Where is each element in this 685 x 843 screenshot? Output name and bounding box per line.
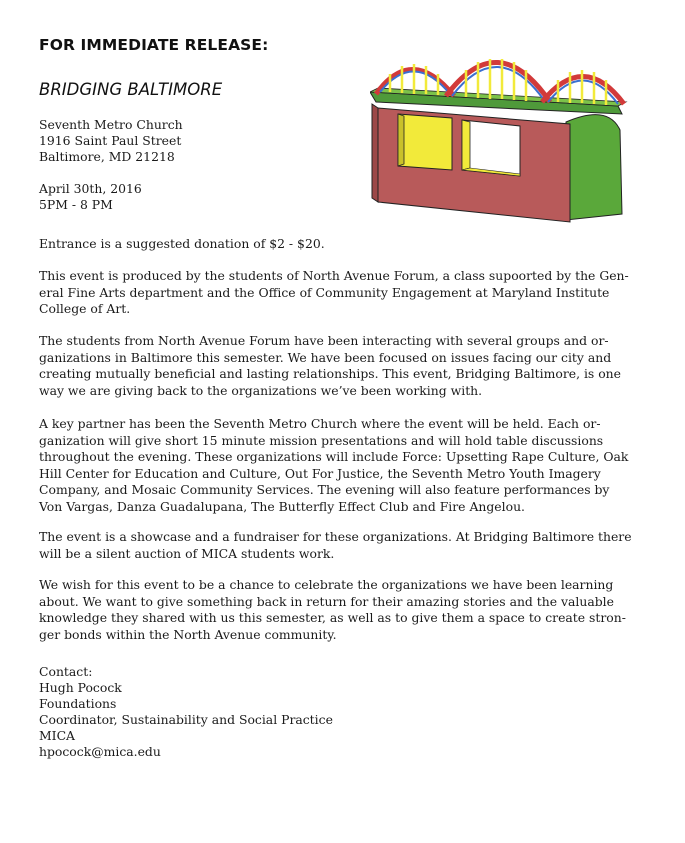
paragraph-students [39,333,651,399]
venue-city: Baltimore, MD 21218 [39,149,175,164]
paragraph-showcase [39,529,651,562]
paragraph-line: throughout the evening. These organizations will include Force: Upsetting Rape Culture, Oak [39,449,629,464]
event-when [39,181,142,213]
paragraph-entrance [39,236,651,253]
paragraph-line: College of Art. [39,301,131,316]
event-title: BRIDGING BALTIMORE [39,80,223,99]
contact-name: Hugh Pocock [39,680,122,695]
event-time: 5PM - 8 PM [39,197,113,212]
paragraph-line: creating mutually beneficial and lasting relationships. This event, Bridging Baltimore, is one [39,366,621,381]
paragraph-line: ganizations in Baltimore this semester. We have been focused on issues facing our city and [39,349,612,365]
paragraph-line: Entrance is a suggested donation of $2 - $20. [39,236,325,251]
paragraph-line: about. We want to give something back in return for their amazing stories and the valuable [39,593,614,609]
paragraph-produced [39,268,651,318]
paragraph-partner [39,416,651,515]
venue-address [39,117,183,165]
paragraph-line: Hill Center for Education and Culture, Out For Justice, the Seventh Metro Youth Imagery [39,465,601,481]
release-heading: FOR IMMEDIATE RELEASE: [39,36,269,54]
opening-left [398,114,452,170]
contact-department: Foundations [39,696,117,711]
wall-side [372,104,378,202]
bridge-illustration-icon [370,52,642,224]
paragraph-line: ganization will give short 15 minute mission presentations and will hold table discussions [39,432,604,448]
opening-left-inner [398,114,404,166]
contact-role: Coordinator, Sustainability and Social Practice [39,712,333,727]
paragraph-line: ger bonds within the North Avenue community. [39,626,337,642]
paragraph-line: We wish for this event to be a chance to celebrate the organizations we have been learning [39,577,614,592]
paragraph-line: Company, and Mosaic Community Services. The evening will also feature performances by [39,482,610,497]
paragraph-line: will be a silent auction of MICA students work. [39,545,335,561]
opening-right-inner [462,120,470,170]
paragraph-line: eral Fine Arts department and the Office of Community Engagement at Maryland Institute [39,284,610,300]
contact-organization: MICA [39,728,76,743]
paragraph-line: The event is a showcase and a fundraiser for these organizations. At Bridging Baltimore there [39,529,632,544]
paragraph-line: Von Vargas, Danza Guadalupana, The Butterfly Effect Club and Fire Angelou. [39,498,525,514]
event-date: April 30th, 2016 [39,181,142,196]
paragraph-line: The students from North Avenue Forum have been interacting with several groups and or- [39,333,609,348]
paragraph-line: This event is produced by the students of North Avenue Forum, a class supoorted by the Gen- [39,268,629,283]
green-end-wall [566,115,622,220]
venue-street: 1916 Saint Paul Street [39,133,182,148]
contact-block [39,664,333,760]
opening-right [462,120,520,176]
paragraph-line: A key partner has been the Seventh Metro Church where the event will be held. Each or- [39,416,601,431]
contact-email: hpocock@mica.edu [39,744,161,759]
venue-name: Seventh Metro Church [39,117,183,132]
paragraph-line: way we are giving back to the organizations we’ve been working with. [39,382,483,398]
paragraph-line: knowledge they shared with us this semester, as well as to give them a space to create stron- [39,610,626,625]
paragraph-wish [39,577,651,643]
contact-label: Contact: [39,664,93,679]
